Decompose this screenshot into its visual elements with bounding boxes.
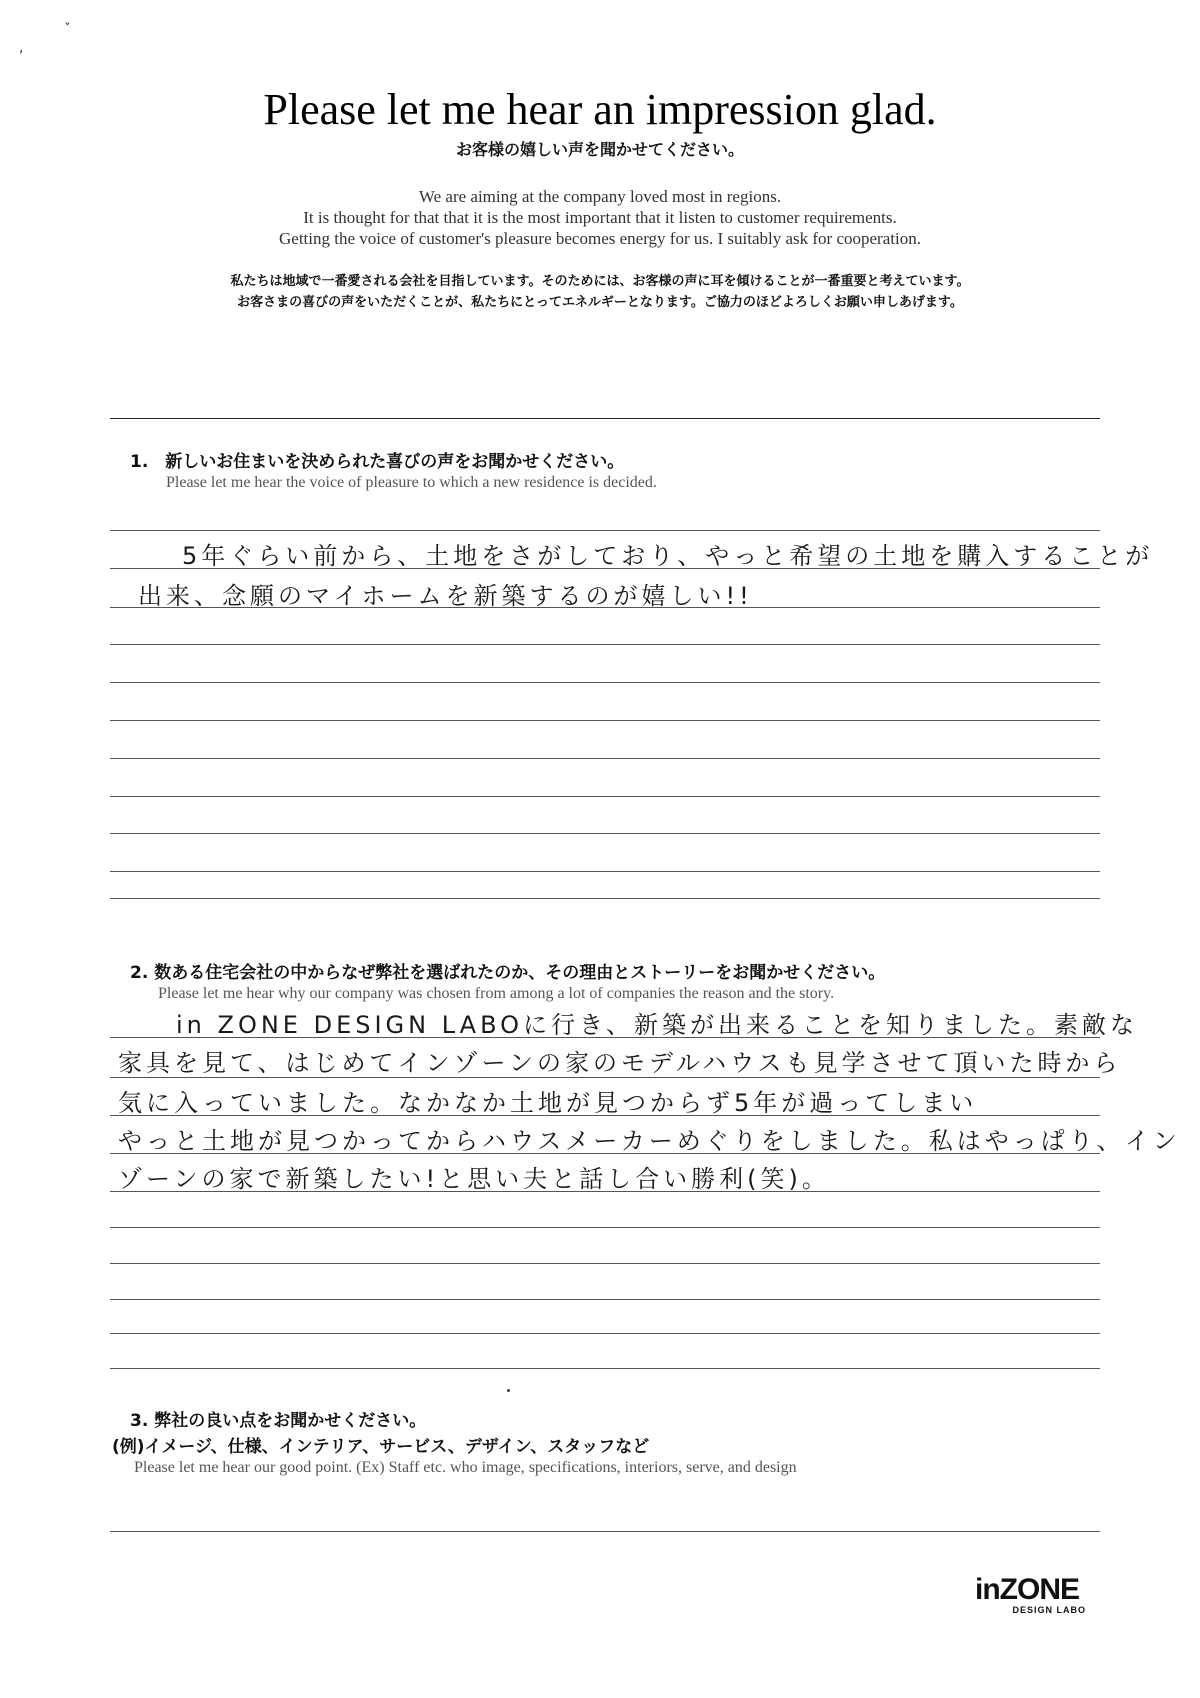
logo-wordmark: inZONE — [975, 1573, 1079, 1606]
handwritten-answer-line: 5年ぐらい前から、土地をさがしており、やっと希望の土地を購入することが — [182, 542, 1154, 570]
writing-line — [110, 1227, 1100, 1228]
handwritten-answer-line: 気に入っていました。なかなか土地が見つからず5年が過ってしまい — [118, 1089, 978, 1117]
scan-mark: ˇ — [64, 22, 71, 38]
intro-jp-line: 私たちは地域で一番愛される会社を目指しています。そのためには、お客様の声に耳を傾けることが一番重要と考えています。 — [230, 274, 970, 289]
handwritten-answer-line: やっと土地が見つかってからハウスメーカーめぐりをしました。私はやっぱり、イン — [118, 1127, 1181, 1155]
handwritten-answer-line: in ZONE DESIGN LABOに行き、新築が出来ることを知りました。素敵な — [176, 1011, 1139, 1039]
intro-jp-line: お客さまの喜びの声をいただくことが、私たちにとってエネルギーとなります。ご協力のほどよろしくお願い申しあげます。 — [237, 295, 963, 310]
page-subtitle: お客様の嬉しい声を聞かせてください。 — [455, 140, 744, 159]
question-3-title: 3. 弊社の良い点をお聞かせください。 — [130, 1411, 427, 1431]
writing-line — [110, 644, 1100, 645]
writing-line — [110, 682, 1100, 683]
question-3-subtitle: Please let me hear our good point. (Ex) Staff etc. who image, specifications, interiors, serve, and design — [134, 1459, 797, 1476]
intro-en-line: Getting the voice of customer's pleasure becomes energy for us. I suitably ask for cooperation. — [279, 229, 921, 248]
header-divider — [110, 418, 1100, 419]
question-2-subtitle: Please let me hear why our company was chosen from among a lot of companies the reason and the story. — [158, 985, 835, 1002]
writing-line — [110, 1368, 1100, 1369]
scan-mark: , — [19, 40, 24, 56]
writing-line — [110, 796, 1100, 797]
question-1-title: 1. 新しいお住まいを決められた喜びの声をお聞かせください。 — [130, 452, 625, 472]
writing-line — [110, 898, 1100, 899]
intro-english — [0, 186, 1200, 249]
writing-line — [110, 871, 1100, 872]
writing-line — [110, 833, 1100, 834]
writing-line — [110, 1263, 1100, 1264]
handwritten-answer-line: 出来、念願のマイホームを新築するのが嬉しい!! — [138, 582, 753, 610]
intro-japanese — [0, 271, 1200, 313]
handwritten-answer-line: ゾーンの家で新築したい!と思い夫と話し合い勝利(笑)。 — [118, 1165, 830, 1193]
handwritten-answer-line: 家具を見て、はじめてインゾーンの家のモデルハウスも見学させて頂いた時から — [118, 1049, 1122, 1077]
writing-line — [110, 1531, 1100, 1532]
inzone-logo — [962, 1575, 1092, 1615]
question-1-subtitle: Please let me hear the voice of pleasure to which a new residence is decided. — [166, 474, 657, 491]
page-title: Please let me hear an impression glad. — [263, 85, 937, 134]
question-2-title: 2. 数ある住宅会社の中からなぜ弊社を選ばれたのか、その理由とストーリーをお聞かせください。 — [130, 963, 886, 983]
writing-line — [110, 1333, 1100, 1334]
writing-line — [110, 720, 1100, 721]
writing-line — [110, 758, 1100, 759]
logo-tagline: DESIGN LABO — [1012, 1605, 1086, 1615]
writing-line — [110, 1299, 1100, 1300]
intro-en-line: We are aiming at the company loved most in regions. — [418, 187, 782, 206]
writing-line — [110, 530, 1100, 531]
scan-speck — [507, 1389, 510, 1392]
question-3-example: (例)イメージ、仕様、インテリア、サービス、デザイン、スタッフなど — [112, 1437, 650, 1457]
intro-en-line: It is thought for that that it is the most important that it listen to customer requirements. — [303, 208, 897, 227]
